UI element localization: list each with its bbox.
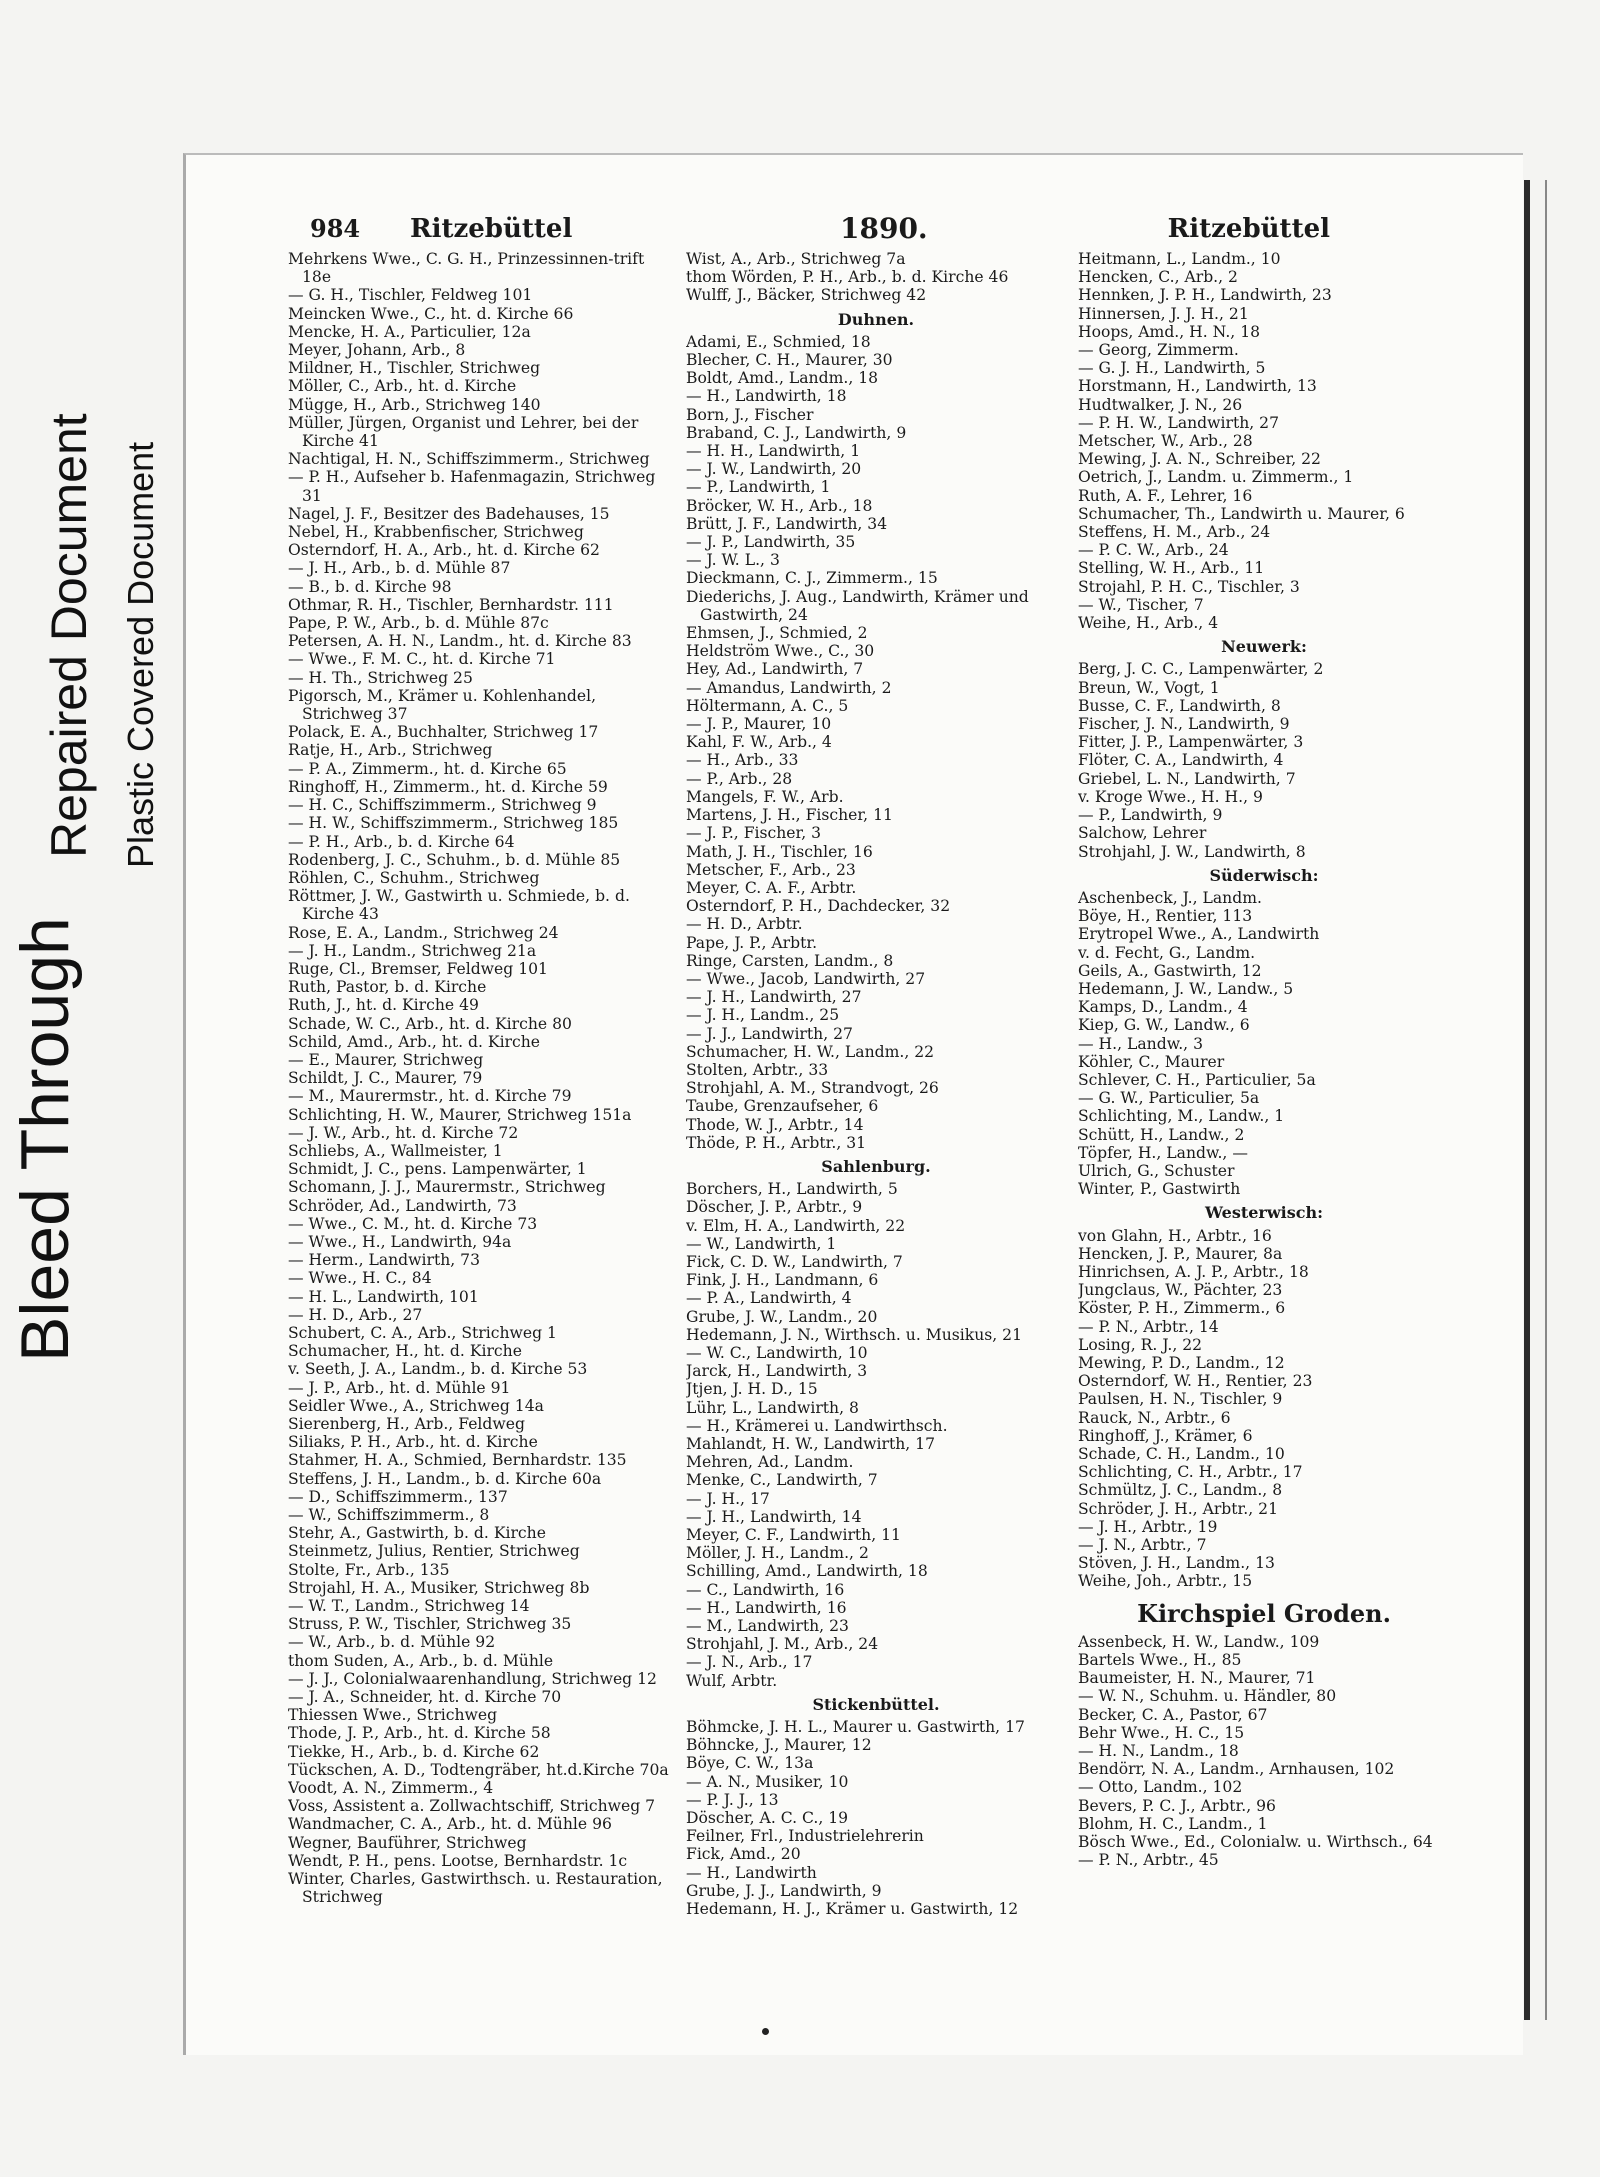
directory-entry: Böhmcke, J. H. L., Maurer u. Gastwirth, 17	[686, 1718, 1025, 1737]
directory-entry: Brütt, J. F., Landwirth, 34	[686, 514, 888, 533]
directory-entry: — J. H., 17	[686, 1489, 770, 1508]
directory-entry: Hencken, C., Arb., 2	[1078, 268, 1238, 287]
directory-entry: Breun, W., Vogt, 1	[1078, 678, 1220, 697]
directory-entry: — P. H., Arb., b. d. Kirche 64	[288, 832, 515, 851]
section-heading: Süderwisch:	[1209, 865, 1319, 885]
directory-entry: Struss, P. W., Tischler, Strichweg 35	[288, 1615, 572, 1634]
directory-entry: Kamps, D., Landm., 4	[1078, 998, 1248, 1017]
directory-entry: Diederichs, J. Aug., Landwirth, Krämer und Gastwirth, 24	[686, 587, 1029, 624]
directory-entry: — J. P., Arb., ht. d. Mühle 91	[288, 1378, 511, 1397]
directory-entry: — W., Arb., b. d. Mühle 92	[288, 1633, 496, 1652]
directory-entry: Tiekke, H., Arb., b. d. Kirche 62	[288, 1742, 540, 1761]
directory-entry: — W., Tischer, 7	[1078, 595, 1204, 614]
directory-entry: Flöter, C. A., Landwirth, 4	[1078, 751, 1284, 770]
directory-entry: Hudtwalker, J. N., 26	[1078, 395, 1243, 414]
directory-entry: — P. A., Landwirth, 4	[686, 1289, 852, 1308]
directory-entry: Hey, Ad., Landwirth, 7	[686, 660, 864, 679]
directory-entry: Weihe, Joh., Arbtr., 15	[1078, 1572, 1253, 1591]
directory-entry: — J. J., Colonialwaarenhandlung, Strichweg 12	[288, 1669, 657, 1688]
directory-entry: Hedemann, H. J., Krämer u. Gastwirth, 12	[686, 1900, 1019, 1919]
directory-entry: Thiessen Wwe., Strichweg	[288, 1706, 498, 1725]
directory-entry: Voss, Assistent a. Zollwachtschiff, Strichweg 7	[288, 1797, 656, 1816]
directory-entry: Höltermann, A. C., 5	[686, 696, 849, 715]
directory-entry: — G. W., Particulier, 5a	[1078, 1089, 1260, 1108]
directory-entry: Strojahl, H. A., Musiker, Strichweg 8b	[288, 1578, 590, 1597]
directory-entry: Schliebs, A., Wallmeister, 1	[288, 1141, 503, 1160]
directory-entry: Schröder, Ad., Landwirth, 73	[288, 1196, 517, 1215]
directory-entry: Kahl, F. W., Arb., 4	[686, 733, 832, 752]
directory-entry: Ruth, A. F., Lehrer, 16	[1078, 486, 1253, 505]
directory-entry: Schomann, J. J., Maurermstr., Strichweg	[288, 1178, 606, 1197]
directory-entry: Salchow, Lehrer	[1078, 824, 1207, 843]
directory-entry: — P. H., Aufseher b. Hafenmagazin, Strichweg 31	[288, 468, 656, 505]
running-title-right: Ritzebüttel	[1167, 214, 1330, 244]
directory-entry: — J. H., Landm., Strichweg 21a	[288, 941, 537, 960]
directory-entry: Feilner, Frl., Industrielehrerin	[686, 1827, 924, 1846]
directory-entry: Wegner, Bauführer, Strichweg	[288, 1833, 527, 1852]
directory-entry: Schade, W. C., Arb., ht. d. Kirche 80	[288, 1014, 572, 1033]
directory-entry: Aschenbeck, J., Landm.	[1078, 888, 1262, 907]
directory-entry: — J. H., Arb., b. d. Mühle 87	[288, 559, 511, 578]
directory-entry: Wendt, P. H., pens. Lootse, Bernhardstr. 1c	[288, 1851, 628, 1870]
directory-entry: — H. C., Schiffszimmerm., Strichweg 9	[288, 796, 597, 815]
directory-entry: — P., Landwirth, 9	[1078, 806, 1223, 825]
directory-entry: — J. H., Landwirth, 14	[686, 1507, 862, 1526]
directory-entry: Horstmann, H., Landwirth, 13	[1078, 377, 1317, 396]
directory-entry: Böye, C. W., 13a	[686, 1754, 814, 1773]
directory-entry: Rauck, N., Arbtr., 6	[1078, 1408, 1231, 1427]
directory-entry: Mangels, F. W., Arb.	[686, 787, 844, 806]
directory-entry: Sierenberg, H., Arb., Feldweg	[288, 1415, 525, 1433]
directory-entry: Fink, J. H., Landmann, 6	[686, 1271, 879, 1290]
directory-entry: Meyer, Johann, Arb., 8	[288, 341, 466, 360]
directory-entry: Behr Wwe., H. C., 15	[1078, 1723, 1245, 1742]
label-plastic-covered-document: Plastic Covered Document	[120, 441, 161, 868]
directory-entry: — Wwe., H., Landwirth, 94a	[288, 1232, 512, 1251]
directory-entry: Döscher, A. C. C., 19	[686, 1809, 849, 1828]
directory-entry: Schildt, J. C., Maurer, 79	[288, 1069, 483, 1088]
directory-entry: Erytropel Wwe., A., Landwirth	[1078, 925, 1320, 944]
page-year: 1890.	[840, 212, 928, 245]
directory-entry: Rose, E. A., Landm., Strichweg 24	[288, 923, 559, 942]
directory-entry: Mencke, H. A., Particulier, 12a	[288, 322, 531, 341]
directory-entry: Jarck, H., Landwirth, 3	[686, 1362, 868, 1381]
directory-entry: Griebel, L. N., Landwirth, 7	[1078, 769, 1296, 788]
directory-entry: — W. T., Landm., Strichweg 14	[288, 1597, 530, 1616]
directory-entry: Pape, P. W., Arb., b. d. Mühle 87c	[288, 614, 549, 633]
directory-entry: — Wwe., F. M. C., ht. d. Kirche 71	[288, 650, 556, 669]
directory-entry: Hinnersen, J. J. H., 21	[1078, 304, 1249, 323]
directory-entry: Heldström Wwe., C., 30	[686, 642, 875, 661]
directory-entry: Ruge, Cl., Bremser, Feldweg 101	[288, 959, 548, 978]
directory-entry: Jtjen, J. H. D., 15	[686, 1380, 818, 1399]
directory-entry: — P. A., Zimmerm., ht. d. Kirche 65	[288, 759, 567, 778]
directory-entry: Nebel, H., Krabbenfischer, Strichweg	[288, 523, 584, 542]
directory-entry: Mewing, P. D., Landm., 12	[1078, 1353, 1285, 1372]
directory-entry: Losing, R. J., 22	[1078, 1335, 1203, 1354]
directory-entry: — P. N., Arbtr., 45	[1078, 1851, 1219, 1870]
directory-entry: Meincken Wwe., C., ht. d. Kirche 66	[288, 304, 574, 323]
directory-entry: — J. N., Arbtr., 7	[1078, 1536, 1207, 1555]
directory-entry: Wulff, J., Bäcker, Strichweg 42	[686, 286, 927, 305]
directory-entry: Baumeister, H. N., Maurer, 71	[1078, 1669, 1316, 1688]
directory-entry: thom Wörden, P. H., Arb., b. d. Kirche 46	[686, 268, 1009, 287]
directory-entry: — H. W., Schiffszimmerm., Strichweg 185	[288, 814, 619, 833]
directory-entry: Strohjahl, A. M., Strandvogt, 26	[686, 1079, 939, 1098]
directory-entry: Stolte, Fr., Arb., 135	[288, 1560, 450, 1579]
directory-entry: Schumacher, Th., Landwirth u. Maurer, 6	[1078, 504, 1405, 523]
directory-entry: Mehrkens Wwe., C. G. H., Prinzessinnen-trift 18e	[288, 250, 645, 287]
directory-entry: Köster, P. H., Zimmerm., 6	[1078, 1299, 1286, 1318]
page-fold-shadow	[1545, 180, 1547, 2020]
directory-entry: Osterndorf, H. A., Arb., ht. d. Kirche 62	[288, 541, 600, 560]
directory-entry: — J. P., Maurer, 10	[686, 715, 832, 734]
directory-entry: — Wwe., C. M., ht. d. Kirche 73	[288, 1214, 538, 1233]
directory-entry: Menke, C., Landwirth, 7	[686, 1471, 878, 1490]
directory-entry: Tückschen, A. D., Todtengräber, ht.d.Kirche 70a	[288, 1760, 669, 1779]
directory-entry: Borchers, H., Landwirth, 5	[686, 1180, 898, 1199]
directory-entry: Fick, C. D. W., Landwirth, 7	[686, 1252, 903, 1271]
page-mark	[762, 2028, 769, 2035]
directory-entry: — J. W., Arb., ht. d. Kirche 72	[288, 1123, 519, 1142]
directory-entry: Böhncke, J., Maurer, 12	[686, 1736, 872, 1755]
section-heading: Neuwerk:	[1221, 637, 1307, 657]
directory-entry: Stahmer, H. A., Schmied, Bernhardstr. 135	[288, 1451, 627, 1470]
directory-entry: — A. N., Musiker, 10	[686, 1772, 849, 1791]
directory-entry: Hinrichsen, A. J. P., Arbtr., 18	[1078, 1262, 1309, 1281]
directory-entry: Thode, W. J., Arbtr., 14	[686, 1115, 864, 1134]
directory-entry: — W., Landwirth, 1	[686, 1234, 837, 1253]
directory-entry: — H. Th., Strichweg 25	[288, 668, 473, 687]
directory-entry: Bartels Wwe., H., 85	[1078, 1651, 1242, 1670]
directory-entry: Ruth, Pastor, b. d. Kirche	[288, 978, 487, 997]
directory-entry: — H., Landw., 3	[1078, 1034, 1203, 1053]
directory-entry: Meyer, C. A. F., Arbtr.	[686, 878, 857, 897]
directory-entry: Berg, J. C. C., Lampenwärter, 2	[1078, 660, 1324, 679]
directory-entry: Blohm, H. C., Landm., 1	[1078, 1814, 1268, 1833]
directory-column-3	[1078, 250, 1450, 1950]
directory-entry: Steffens, J. H., Landm., b. d. Kirche 60a	[288, 1469, 602, 1488]
directory-entry: Taube, Grenzaufseher, 6	[686, 1097, 879, 1116]
directory-entry: Köhler, C., Maurer	[1078, 1052, 1225, 1071]
directory-entry: Nagel, J. F., Besitzer des Badehauses, 15	[288, 504, 610, 523]
directory-entry: — H., Krämerei u. Landwirthsch.	[686, 1416, 948, 1435]
directory-entry: Steffens, H. M., Arb., 24	[1078, 523, 1271, 542]
directory-entry: Schumacher, H., ht. d. Kirche	[288, 1342, 522, 1361]
directory-entry: Wist, A., Arb., Strichweg 7a	[686, 250, 906, 268]
directory-entry: Schilling, Amd., Landwirth, 18	[686, 1562, 928, 1581]
directory-entry: Born, J., Fischer	[686, 405, 814, 424]
directory-entry: Winter, Charles, Gastwirthsch. u. Restauration, Strichweg	[288, 1870, 663, 1907]
directory-entry: — J. A., Schneider, ht. d. Kirche 70	[288, 1688, 562, 1707]
directory-entry: Metscher, W., Arb., 28	[1078, 432, 1253, 451]
directory-entry: Dieckmann, C. J., Zimmerm., 15	[686, 569, 938, 588]
directory-entry: Pape, J. P., Arbtr.	[686, 933, 818, 952]
directory-entry: — J. J., Landwirth, 27	[686, 1024, 853, 1043]
directory-entry: Bröcker, W. H., Arb., 18	[686, 496, 873, 515]
section-heading: Westerwisch:	[1205, 1203, 1323, 1223]
directory-entry: — P., Arb., 28	[686, 769, 793, 788]
directory-entry: Siliaks, P. H., Arb., ht. d. Kirche	[288, 1433, 538, 1452]
directory-entry: Becker, C. A., Pastor, 67	[1078, 1705, 1268, 1724]
running-title-left: Ritzebüttel	[410, 214, 573, 244]
directory-entry: Wulf, Arbtr.	[686, 1671, 778, 1690]
directory-entry: Steinmetz, Julius, Rentier, Strichweg	[288, 1542, 580, 1561]
directory-entry: Ringe, Carsten, Landm., 8	[686, 951, 894, 970]
directory-entry: — C., Landwirth, 16	[686, 1580, 845, 1599]
directory-entry: thom Suden, A., Arb., b. d. Mühle	[288, 1651, 554, 1670]
directory-entry: Bösch Wwe., Ed., Colonialw. u. Wirthsch., 64	[1078, 1833, 1433, 1852]
directory-entry: — Georg, Zimmerm.	[1078, 341, 1239, 360]
directory-entry: Ruth, J., ht. d. Kirche 49	[288, 996, 479, 1015]
directory-entry: Mildner, H., Tischler, Strichweg	[288, 359, 541, 378]
directory-entry: — E., Maurer, Strichweg	[288, 1050, 484, 1069]
directory-entry: Bendörr, N. A., Landm., Arnhausen, 102	[1078, 1760, 1395, 1779]
directory-entry: Bevers, P. C. J., Arbtr., 96	[1078, 1796, 1276, 1815]
directory-entry: v. d. Fecht, G., Landm.	[1078, 943, 1256, 962]
directory-entry: Strohjahl, J. M., Arb., 24	[686, 1635, 879, 1654]
directory-entry: Math, J. H., Tischler, 16	[686, 842, 873, 861]
directory-entry: Stehr, A., Gastwirth, b. d. Kirche	[288, 1524, 546, 1543]
directory-entry: Osterndorf, P. H., Dachdecker, 32	[686, 897, 951, 916]
directory-entry: Schröder, J. H., Arbtr., 21	[1078, 1499, 1279, 1518]
directory-entry: Ringhoff, J., Krämer, 6	[1078, 1426, 1253, 1445]
directory-entry: — Otto, Landm., 102	[1078, 1778, 1243, 1797]
directory-entry: Blecher, C. H., Maurer, 30	[686, 351, 893, 370]
directory-column-1	[288, 250, 670, 1950]
directory-entry: Rodenberg, J. C., Schuhm., b. d. Mühle 85	[288, 850, 621, 869]
directory-entry: Stöven, J. H., Landm., 13	[1078, 1554, 1275, 1573]
directory-entry: Petersen, A. H. N., Landm., ht. d. Kirche 83	[288, 632, 632, 651]
directory-entry: Schild, Amd., Arb., ht. d. Kirche	[288, 1032, 541, 1051]
directory-entry: Grube, J. W., Landm., 20	[686, 1307, 878, 1326]
directory-entry: Ulrich, G., Schuster	[1078, 1161, 1235, 1180]
directory-entry: Othmar, R. H., Tischler, Bernhardstr. 111	[288, 595, 614, 614]
directory-entry: — Wwe., H. C., 84	[288, 1269, 432, 1288]
directory-entry: Röhlen, C., Schuhm., Strichweg	[288, 868, 540, 887]
directory-entry: v. Seeth, J. A., Landm., b. d. Kirche 53	[288, 1360, 588, 1379]
directory-entry: Nachtigal, H. N., Schiffszimmerm., Strichweg	[288, 450, 650, 469]
directory-entry: Assenbeck, H. W., Landw., 109	[1078, 1632, 1320, 1651]
directory-entry: Ringhoff, H., Zimmerm., ht. d. Kirche 59	[288, 777, 608, 796]
directory-entry: Jungclaus, W., Pächter, 23	[1078, 1281, 1283, 1300]
directory-entry: Hoops, Amd., H. N., 18	[1078, 322, 1261, 341]
directory-entry: — J. W., Landwirth, 20	[686, 460, 862, 479]
directory-entry: — M., Maurermstr., ht. d. Kirche 79	[288, 1087, 572, 1106]
directory-entry: Mewing, J. A. N., Schreiber, 22	[1078, 450, 1321, 469]
directory-entry: Osterndorf, W. H., Rentier, 23	[1078, 1372, 1313, 1391]
directory-entry: — P. H. W., Landwirth, 27	[1078, 413, 1280, 432]
page-fold-edge	[1524, 180, 1530, 2020]
directory-entry: Hedemann, J. N., Wirthsch. u. Musikus, 21	[686, 1325, 1022, 1344]
directory-entry: Töpfer, H., Landw., —	[1078, 1143, 1248, 1162]
directory-entry: Röttmer, J. W., Gastwirth u. Schmiede, b. d. Kirche 43	[288, 887, 630, 924]
directory-entry: Braband, C. J., Landwirth, 9	[686, 423, 907, 442]
directory-entry: Möller, C., Arb., ht. d. Kirche	[288, 377, 517, 396]
directory-entry: Stolten, Arbtr., 33	[686, 1060, 829, 1079]
directory-column-2	[686, 250, 1066, 1950]
directory-entry: Heitmann, L., Landm., 10	[1078, 250, 1281, 268]
directory-entry: — P., Landwirth, 1	[686, 478, 831, 497]
directory-entry: — H. H., Landwirth, 1	[686, 442, 861, 461]
directory-entry: Hennken, J. P. H., Landwirth, 23	[1078, 286, 1332, 305]
directory-entry: Seidler Wwe., A., Strichweg 14a	[288, 1396, 544, 1415]
directory-entry: — Amandus, Landwirth, 2	[686, 678, 892, 697]
section-heading: Sahlenburg.	[821, 1156, 931, 1176]
directory-entry: — H. D., Arb., 27	[288, 1305, 423, 1324]
directory-entry: Hedemann, J. W., Landw., 5	[1078, 979, 1294, 998]
directory-entry: Oetrich, J., Landm. u. Zimmerm., 1	[1078, 468, 1354, 487]
directory-entry: Wandmacher, C. A., Arb., ht. d. Mühle 96	[288, 1815, 612, 1834]
directory-entry: — W. N., Schuhm. u. Händler, 80	[1078, 1687, 1337, 1706]
directory-entry: Schlichting, H. W., Maurer, Strichweg 151a	[288, 1105, 632, 1124]
directory-entry: Polack, E. A., Buchhalter, Strichweg 17	[288, 723, 599, 742]
directory-entry: Ratje, H., Arb., Strichweg	[288, 741, 493, 760]
directory-entry: — J. N., Arb., 17	[686, 1653, 813, 1672]
directory-entry: — J. H., Landm., 25	[686, 1006, 840, 1025]
directory-entry: Müller, Jürgen, Organist und Lehrer, bei der Kirche 41	[288, 413, 639, 451]
directory-entry: — H., Landwirth	[686, 1863, 817, 1882]
directory-entry: Ehmsen, J., Schmied, 2	[686, 624, 868, 643]
parish-heading: Kirchspiel Groden.	[1137, 1598, 1391, 1628]
directory-entry: Mahlandt, H. W., Landwirth, 17	[686, 1435, 936, 1453]
directory-entry: v. Elm, H. A., Landwirth, 22	[686, 1216, 906, 1235]
directory-entry: — P. J. J., 13	[686, 1790, 779, 1809]
directory-entry: Metscher, F., Arb., 23	[686, 860, 856, 879]
directory-entry: Adami, E., Schmied, 18	[686, 332, 871, 351]
side-labels	[0, 0, 190, 2177]
directory-entry: Thöde, P. H., Arbtr., 31	[686, 1133, 867, 1152]
directory-entry: — W., Schiffszimmerm., 8	[288, 1506, 490, 1525]
directory-entry: — J. H., Landwirth, 27	[686, 988, 862, 1007]
directory-entry: — H. D., Arbtr.	[686, 915, 803, 934]
page-header	[310, 210, 1330, 246]
directory-entry: Martens, J. H., Fischer, 11	[686, 806, 893, 825]
directory-entry: — H., Landwirth, 18	[686, 387, 847, 406]
directory-entry: Grube, J. J., Landwirth, 9	[686, 1881, 882, 1900]
directory-entry: — D., Schiffszimmerm., 137	[288, 1487, 508, 1506]
directory-entry: Thode, J. P., Arb., ht. d. Kirche 58	[288, 1724, 551, 1743]
directory-entry: — H. N., Landm., 18	[1078, 1742, 1239, 1761]
directory-entry: Schütt, H., Landw., 2	[1078, 1125, 1245, 1144]
page-number: 984	[310, 214, 361, 243]
directory-entry: Mehren, Ad., Landm.	[686, 1453, 854, 1472]
directory-entry: Möller, J. H., Landm., 2	[686, 1544, 869, 1563]
directory-entry: Schubert, C. A., Arb., Strichweg 1	[288, 1323, 557, 1342]
directory-entry: Fick, Amd., 20	[686, 1845, 801, 1864]
directory-entry: Winter, P., Gastwirth	[1078, 1180, 1241, 1199]
directory-entry: Geils, A., Gastwirth, 12	[1078, 961, 1262, 980]
directory-entry: Boldt, Amd., Landm., 18	[686, 369, 879, 388]
directory-entry: v. Kroge Wwe., H. H., 9	[1078, 787, 1263, 806]
directory-entry: Lühr, L., Landwirth, 8	[686, 1398, 859, 1417]
directory-entry: Döscher, J. P., Arbtr., 9	[686, 1198, 863, 1217]
directory-entry: Meyer, C. F., Landwirth, 11	[686, 1526, 901, 1545]
directory-entry: — J. H., Arbtr., 19	[1078, 1517, 1218, 1536]
directory-entry: Schmidt, J. C., pens. Lampenwärter, 1	[288, 1160, 587, 1179]
section-heading: Stickenbüttel.	[812, 1694, 940, 1714]
directory-entry: Voodt, A. N., Zimmerm., 4	[288, 1779, 494, 1798]
directory-entry: Strojahl, P. H. C., Tischler, 3	[1078, 577, 1300, 596]
directory-entry: Schmültz, J. C., Landm., 8	[1078, 1481, 1283, 1500]
directory-entry: Paulsen, H. N., Tischler, 9	[1078, 1390, 1283, 1409]
directory-entry: Kiep, G. W., Landw., 6	[1078, 1016, 1250, 1035]
directory-entry: — P. N., Arbtr., 14	[1078, 1317, 1219, 1336]
directory-entry: Weihe, H., Arb., 4	[1078, 614, 1219, 633]
section-heading: Duhnen.	[837, 309, 915, 329]
directory-entry: — J. P., Fischer, 3	[686, 824, 822, 843]
directory-entry: — W. C., Landwirth, 10	[686, 1343, 868, 1362]
directory-entry: — H., Landwirth, 16	[686, 1598, 847, 1617]
directory-entry: — G. H., Tischler, Feldweg 101	[288, 286, 533, 305]
directory-entry: — J. P., Landwirth, 35	[686, 533, 856, 552]
directory-entry: — M., Landwirth, 23	[686, 1617, 849, 1636]
directory-entry: — G. J. H., Landwirth, 5	[1078, 359, 1266, 378]
directory-entry: — H., Arb., 33	[686, 751, 799, 770]
directory-entry: Mügge, H., Arb., Strichweg 140	[288, 395, 541, 414]
directory-entry: — H. L., Landwirth, 101	[288, 1287, 479, 1306]
directory-entry: — P. C. W., Arb., 24	[1078, 541, 1229, 560]
directory-entry: Böye, H., Rentier, 113	[1078, 907, 1253, 926]
directory-entry: Schade, C. H., Landm., 10	[1078, 1445, 1285, 1463]
directory-entry: — Herm., Landwirth, 73	[288, 1251, 481, 1270]
label-repaired-document: Repaired Document	[41, 413, 97, 858]
label-bleed-through: Bleed Through	[7, 917, 83, 1362]
directory-entry: Strohjahl, J. W., Landwirth, 8	[1078, 842, 1306, 861]
directory-entry: Hencken, J. P., Maurer, 8a	[1078, 1244, 1283, 1263]
directory-entry: Pigorsch, M., Krämer u. Kohlenhandel, Strichweg 37	[288, 686, 597, 724]
directory-entry: Stelling, W. H., Arb., 11	[1078, 559, 1265, 578]
directory-entry: — J. W. L., 3	[686, 551, 780, 570]
directory-entry: Fischer, J. N., Landwirth, 9	[1078, 715, 1290, 734]
directory-entry: Schlichting, M., Landw., 1	[1078, 1107, 1285, 1126]
directory-entry: Fitter, J. P., Lampenwärter, 3	[1078, 733, 1304, 752]
directory-entry: Schlichting, C. H., Arbtr., 17	[1078, 1463, 1303, 1482]
directory-entry: Schlever, C. H., Particulier, 5a	[1078, 1070, 1316, 1089]
directory-entry: — B., b. d. Kirche 98	[288, 577, 452, 596]
directory-entry: Schumacher, H. W., Landm., 22	[686, 1042, 935, 1061]
directory-entry: — Wwe., Jacob, Landwirth, 27	[686, 969, 926, 988]
directory-entry: Busse, C. F., Landwirth, 8	[1078, 696, 1281, 715]
directory-entry: von Glahn, H., Arbtr., 16	[1078, 1226, 1272, 1245]
